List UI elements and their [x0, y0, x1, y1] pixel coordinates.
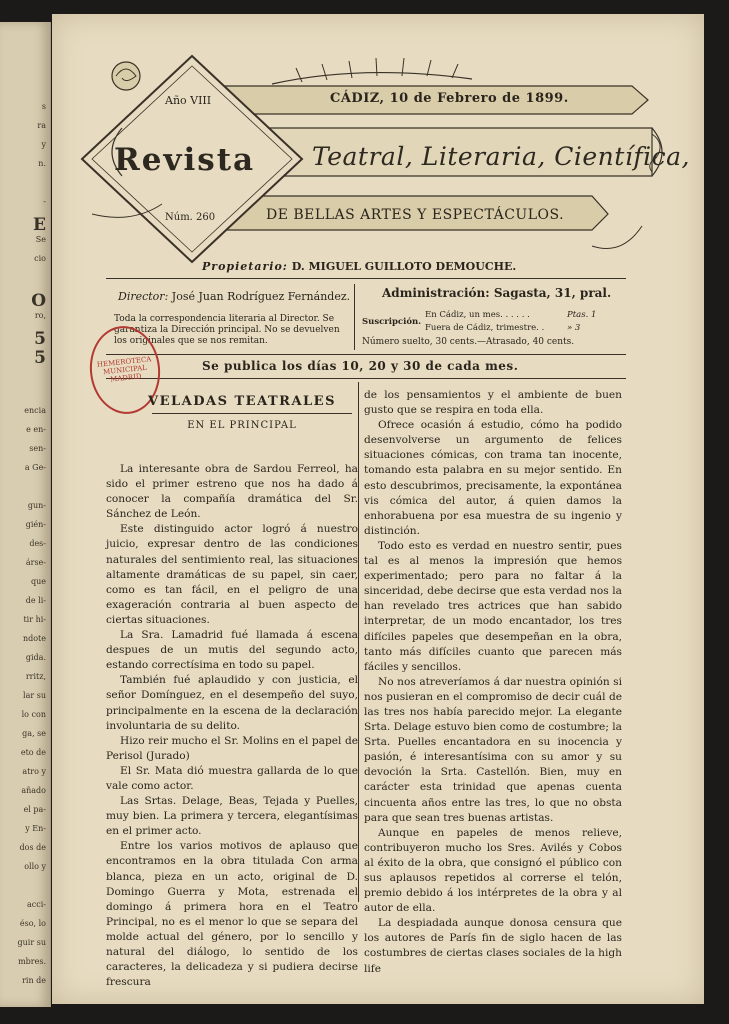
- prev-page-line: dos de: [19, 843, 46, 852]
- prev-page-line: acci-: [27, 900, 46, 909]
- prev-page-line: que: [30, 577, 46, 586]
- article-paragraph: La despiadada aunque donosa censura que los autores de París fin de siglo hacen de las costumbres de ciertas clases sociales de la high life: [364, 917, 622, 975]
- rule-mid: [106, 354, 626, 355]
- masthead-subtitle: Teatral, Literaria, Científica,: [312, 142, 690, 171]
- prev-page-line: gida.: [25, 653, 46, 662]
- prev-page-line: gién-: [25, 520, 46, 529]
- director-label: Director:: [118, 290, 169, 303]
- prev-page-line: ra: [37, 121, 46, 130]
- administration-address: Administración: Sagasta, 31, pral.: [382, 286, 612, 300]
- article-paragraph: Ofrece ocasión á estudio, cómo ha podido desenvolverse un argumento de felices situaciones cómicas, con trama tan inocente, tomando esta palabra en su mejor sentido. En esto descubrimos, precisamente, la expontánea vis cómica del autor, á quien damos la enhorabuena por esa muestra de su ingenio y distinción.: [364, 419, 622, 537]
- single-issue-price: Número suelto, 30 cents.—Atrasado, 40 cents.: [362, 337, 575, 347]
- prev-page-line: E: [33, 216, 46, 234]
- prev-page-line: éso, lo: [19, 919, 46, 928]
- prev-page-line: tir hi-: [23, 615, 46, 624]
- prev-page-line: -: [43, 197, 46, 206]
- article-paragraph: Hizo reir mucho el Sr. Molins en el papel de Perisol (Jurado): [106, 734, 358, 762]
- prev-page-line: 5: [34, 349, 46, 367]
- subscription-label: Suscripción.: [362, 317, 422, 327]
- rule-bottom: [106, 378, 626, 379]
- prev-page-line: de li-: [25, 596, 46, 605]
- article-paragraph: de los pensamientos y el ambiente de buen gusto que se respira en toda ella.: [364, 389, 622, 417]
- prev-page-line: y En-: [25, 824, 46, 833]
- prev-page-line: árse-: [25, 558, 46, 567]
- prev-page-line: el pa-: [23, 805, 46, 814]
- issue-date: CÁDIZ, 10 de Febrero de 1899.: [330, 91, 569, 106]
- article-paragraph: La Sra. Lamadrid fué llamada á escena despues de un mutis del segundo acto, estando correctísima en todo su papel.: [106, 629, 358, 672]
- column-divider: [358, 382, 359, 902]
- masthead-title: Revista: [114, 142, 256, 178]
- owner-line: [202, 260, 516, 273]
- article-paragraph: Todo esto es verdad en nuestro sentir, pues tal es al menos la impresión que hemos experimentado; pero para no faltar á la sinceridad, debe decirse que esta verdad nos la han revelado tres actrices que han sabido interpretar, de un modo encantador, los tres difíciles papeles que desempeñan en la obra, tanto más difíciles cuanto que parecen más fáciles y sencillos.: [364, 539, 622, 673]
- article-paragraph: Las Srtas. Delage, Beas, Tejada y Puelles, muy bien. La primera y tercera, elegantísimas en el primer acto.: [106, 795, 358, 838]
- article-paragraph: Este distinguido actor logró á nuestro juicio, expresar dentro de las condiciones naturales del sentimiento real, las situaciones altamente dramáticas de su papel, sin caer, como es tan fácil, en el peligro de una exageración contraria al buen aspecto de ciertas situaciones.: [106, 523, 358, 626]
- article-paragraph: No nos atreveríamos á dar nuestra opinión si nos pusieran en el compromiso de decir cuál de las tres nos había parecido mejor. La elegante Srta. Delage estuvo bien como de costumbre; la Srta. Puelles encantadora en su inocencia y pasión, é interesantísima con su amor y su devoción la Srta. Castellón. Bien, muy en carácter esta trinidad que apenas cuenta cincuenta años entre las tres, lo que no obsta para que sean tres buenas artistas.: [364, 675, 622, 824]
- prev-page-line: lar su: [23, 691, 46, 700]
- prev-page-line: ro,: [34, 311, 46, 320]
- year-label: Año VIII: [165, 94, 212, 107]
- prev-page-line: guir su: [17, 938, 46, 947]
- stamp-text: HEMEROTECA MUNICIPAL MADRID: [96, 355, 152, 384]
- prev-page-line: a Ge-: [24, 463, 46, 472]
- prev-page-line: Se: [35, 235, 46, 244]
- prev-page-line: n.: [38, 159, 46, 168]
- masthead: [52, 14, 704, 347]
- article-column-right: [364, 388, 622, 977]
- director-name: José Juan Rodríguez Fernández.: [171, 290, 351, 303]
- prev-page-line: 5: [34, 330, 46, 348]
- prev-page-line: eto de: [20, 748, 46, 757]
- prev-page-line: sen-: [29, 444, 46, 453]
- subscription-price-2: » 3: [567, 323, 581, 333]
- prev-page-line: y: [41, 140, 46, 149]
- prev-page-line: des-: [29, 539, 46, 548]
- prev-page-line: añado: [21, 786, 46, 795]
- rule-top: [106, 278, 626, 279]
- article-paragraph: La interesante obra de Sardou Ferreol, ha sido el primer estreno que nos ha dado á conocer la compañía dramática del Sr. Sánchez de León.: [106, 463, 358, 521]
- prev-page-line: mbres.: [18, 957, 46, 966]
- article-column-left: [106, 462, 358, 990]
- prev-page-line: s: [41, 102, 46, 111]
- masthead-subtitle-2: DE BELLAS ARTES Y ESPECTÁCULOS.: [266, 207, 565, 223]
- prev-page-line: encia: [24, 406, 46, 415]
- prev-page-line: e en-: [26, 425, 46, 434]
- issue-number: Núm. 260: [165, 212, 216, 223]
- article-subtitle: EN EL PRINCIPAL: [187, 420, 297, 431]
- director-line: [118, 290, 350, 303]
- prev-page-line: lo con: [21, 710, 46, 719]
- prev-page-line: cio: [34, 254, 46, 263]
- article-paragraph: El Sr. Mata dió muestra gallarda de lo que vale como actor.: [106, 764, 358, 792]
- prev-page-line: ga, se: [22, 729, 46, 738]
- title-underline: [152, 413, 352, 414]
- correspondence-note: Toda la correspondencia literaria al Director. Se garantiza la Dirección principal. No se devuelven los originales que se nos remitan.: [114, 314, 340, 346]
- subscription-price-1: Ptas. 1: [567, 310, 597, 320]
- article-paragraph: Aunque en papeles de menos relieve, contribuyeron mucho los Sres. Avilés y Cobos al éxito de la obra, que consignó el público con sus aplausos repetidos al correrse el telón, premio debido á los intérpretes de la obra y al autor de ella.: [364, 826, 622, 915]
- previous-page-edge: [0, 22, 51, 1007]
- masthead-divider: [354, 284, 355, 350]
- prev-page-line: ollo y: [24, 862, 46, 871]
- article-paragraph: También fué aplaudido y con justicia, el señor Domínguez, en el desempeño del suyo, principalmente en la escena de la declaración involuntaria de su delito.: [106, 674, 358, 732]
- article-paragraph: Entre los varios motivos de aplauso que encontramos en la obra titulada Con arma blanca, pieza en un acto, original de D. Domingo Guerra y Mota, estrenada el domingo á primera hora en el Teatro Principal, no es el menor lo que se separa del molde actual del género, por lo sencillo y natural del diálogo, lo sentido de los caracteres, la delicadeza y si pudiera decirse frescura: [106, 840, 358, 989]
- owner-name: D. MIGUEL GUILLOTO DEMOUCHE.: [291, 260, 517, 273]
- prev-page-line: ndote: [22, 634, 46, 643]
- subscription-line-2: Fuera de Cádiz, trimestre. .: [425, 323, 545, 333]
- prev-page-line: rritz,: [25, 672, 46, 681]
- prev-page-line: atro y: [22, 767, 46, 776]
- publication-schedule: Se publica los días 10, 20 y 30 de cada mes.: [202, 359, 519, 373]
- prev-page-line: O: [31, 292, 46, 310]
- prev-page-line: gun-: [27, 501, 46, 510]
- newspaper-page: [52, 14, 704, 1004]
- prev-page-line: rin de: [22, 976, 46, 985]
- owner-label: Propietario:: [202, 260, 288, 273]
- subscription-line-1: En Cádiz, un mes. . . . . .: [425, 310, 530, 320]
- article-title: VELADAS TEATRALES: [148, 394, 336, 409]
